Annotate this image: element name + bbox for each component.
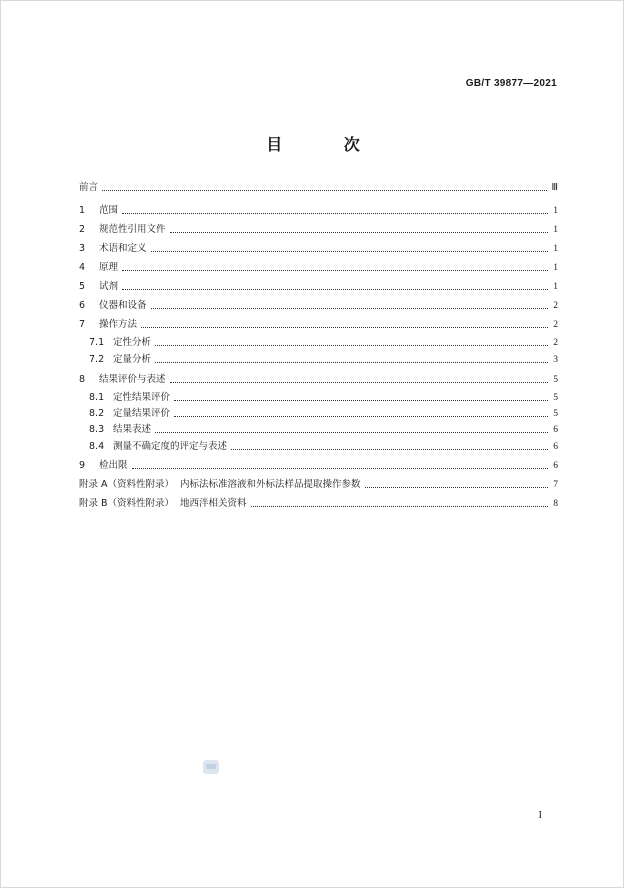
toc-entry-label: 前言 — [79, 182, 99, 193]
toc-entry-number: 8 — [79, 374, 86, 385]
toc-entry-preface[interactable] — [79, 181, 558, 195]
dot-leader — [170, 382, 548, 383]
dot-leader — [365, 487, 548, 488]
toc-entry-label: 结果表述 — [113, 424, 152, 435]
toc-entry-page: 2 — [553, 320, 558, 330]
toc-entry-page: 1 — [553, 206, 558, 216]
toc-subentry[interactable] — [89, 440, 558, 454]
toc-subentry[interactable] — [89, 423, 558, 437]
toc-entry-label: 定性分析 — [113, 337, 152, 348]
dot-leader — [151, 308, 548, 309]
logo-watermark-icon — [203, 760, 219, 774]
toc-entry[interactable] — [79, 242, 558, 256]
dot-leader — [155, 362, 548, 363]
toc-entry-label: 测量不确定度的评定与表述 — [113, 441, 228, 452]
toc-entry-label: 定性结果评价 — [113, 392, 171, 403]
dot-leader — [251, 506, 548, 507]
dot-leader — [132, 468, 548, 469]
toc-entry-number: 5 — [79, 281, 86, 292]
toc-subentry[interactable] — [89, 407, 558, 421]
toc-entry-number: 8.2 — [89, 408, 105, 419]
toc-entry-page: 3 — [553, 355, 558, 365]
dot-leader — [174, 416, 548, 417]
toc-entry-page: 2 — [553, 301, 558, 311]
toc-entry-number: 8.3 — [89, 424, 105, 435]
toc-entry-label: 定量结果评价 — [113, 408, 171, 419]
toc-entry-page: 7 — [553, 480, 558, 490]
toc-entry-page: 8 — [553, 499, 558, 509]
dot-leader — [122, 289, 548, 290]
dot-leader — [122, 213, 548, 214]
dot-leader — [174, 400, 548, 401]
toc-entry-number: 4 — [79, 262, 86, 273]
toc-entry-label: 结果评价与表述 — [99, 374, 166, 385]
standard-code: GB/T 39877—2021 — [465, 78, 557, 89]
toc-entry-label: 术语和定义 — [99, 243, 147, 254]
toc-entry-page: Ⅲ — [551, 183, 558, 193]
toc-entry-label: 检出限 — [99, 460, 128, 471]
toc-appendix-entry[interactable] — [79, 478, 558, 492]
toc-entry[interactable] — [79, 223, 558, 237]
toc-entry-label: 范围 — [99, 205, 119, 216]
toc-entry-number: 2 — [79, 224, 86, 235]
toc-entry-page: 6 — [553, 442, 558, 452]
toc-entry-number: 附录 A（资料性附录） — [79, 479, 175, 490]
toc-entry-number: 9 — [79, 460, 86, 471]
toc-entry-number: 1 — [79, 205, 86, 216]
toc-entry-page: 2 — [553, 338, 558, 348]
dot-leader — [141, 327, 548, 328]
toc-entry[interactable] — [79, 204, 558, 218]
dot-leader — [170, 232, 548, 233]
toc-entry-page: 1 — [553, 282, 558, 292]
toc-subentry[interactable] — [89, 391, 558, 405]
toc-entry-label: 操作方法 — [99, 319, 138, 330]
toc-entry-page: 1 — [553, 244, 558, 254]
toc-entry-page: 5 — [553, 375, 558, 385]
toc-entry-number: 8.4 — [89, 441, 105, 452]
toc-entry-page: 1 — [553, 225, 558, 235]
toc-entry[interactable] — [79, 261, 558, 275]
toc-entry-page: 5 — [553, 393, 558, 403]
toc-entry-number: 8.1 — [89, 392, 105, 403]
toc-entry-number: 3 — [79, 243, 86, 254]
toc-subentry[interactable] — [89, 353, 558, 367]
page-title: 目 次 — [266, 135, 388, 154]
toc-entry-number: 6 — [79, 300, 86, 311]
toc-entry-page: 5 — [553, 409, 558, 419]
dot-leader — [102, 190, 547, 191]
page-number: I — [538, 810, 542, 821]
toc-entry-page: 6 — [553, 461, 558, 471]
toc-entry[interactable] — [79, 373, 558, 387]
toc-subentry[interactable] — [89, 336, 558, 350]
toc-entry-label: 试剂 — [99, 281, 119, 292]
toc-entry-number: 附录 B（资料性附录） — [79, 498, 175, 509]
toc-entry-label: 仪器和设备 — [99, 300, 147, 311]
toc-entry-label: 地西泮相关资料 — [180, 498, 247, 509]
dot-leader — [122, 270, 548, 271]
toc-entry-label: 原理 — [99, 262, 119, 273]
dot-leader — [151, 251, 548, 252]
toc-entry[interactable] — [79, 318, 558, 332]
toc-appendix-entry[interactable] — [79, 497, 558, 511]
toc-entry-number: 7.1 — [89, 337, 105, 348]
dot-leader — [155, 432, 548, 433]
dot-leader — [231, 449, 548, 450]
toc-entry-label: 规范性引用文件 — [99, 224, 166, 235]
toc-entry-number: 7 — [79, 319, 86, 330]
toc-entry[interactable] — [79, 459, 558, 473]
dot-leader — [155, 345, 548, 346]
toc-entry[interactable] — [79, 299, 558, 313]
toc-entry-label: 内标法标准溶液和外标法样品提取操作参数 — [180, 479, 361, 490]
toc-entry-page: 6 — [553, 425, 558, 435]
toc-entry[interactable] — [79, 280, 558, 294]
toc-entry-label: 定量分析 — [113, 354, 152, 365]
toc-entry-page: 1 — [553, 263, 558, 273]
toc-entry-number: 7.2 — [89, 354, 105, 365]
